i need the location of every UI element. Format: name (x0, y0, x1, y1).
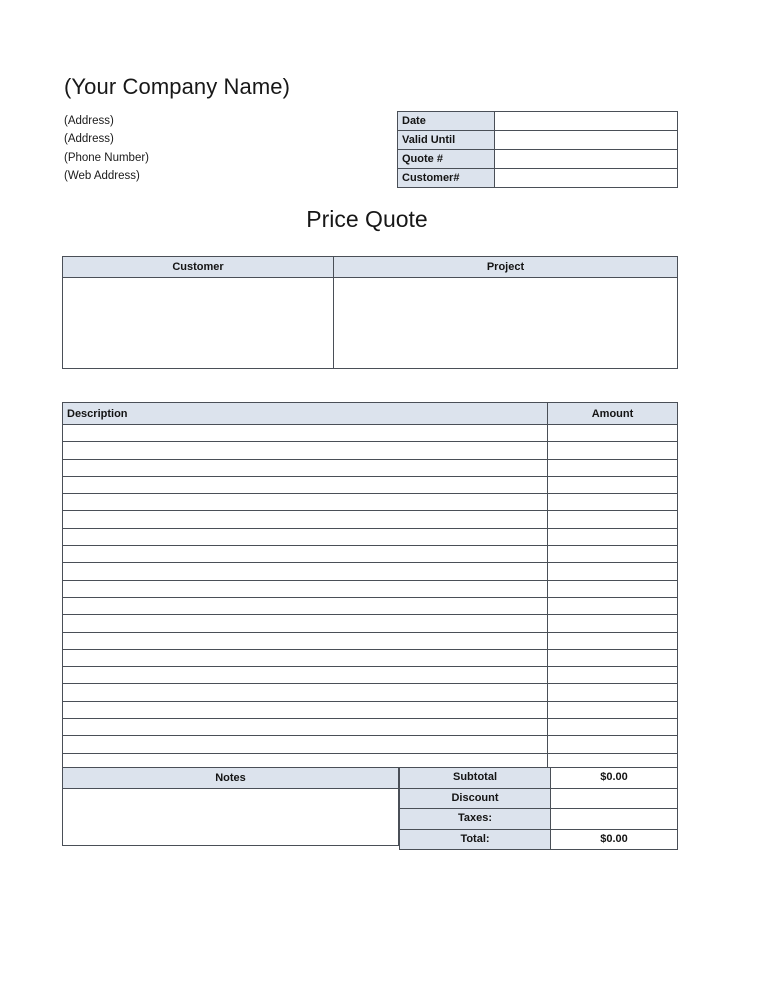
company-web-line: (Web Address) (64, 169, 140, 182)
table-row (400, 768, 678, 789)
description-column-header: Description (63, 403, 548, 425)
table-row (63, 597, 678, 614)
notes-table (62, 767, 399, 846)
company-address-line: (Address) (64, 115, 114, 127)
table-row (63, 459, 678, 476)
table-row (63, 736, 678, 753)
table-row (63, 580, 678, 597)
table-row (63, 442, 678, 459)
company-address-block (64, 112, 149, 185)
customer-details-field[interactable] (63, 278, 334, 369)
line-item-amount[interactable] (548, 528, 678, 545)
line-item-amount[interactable] (548, 459, 678, 476)
project-column-header: Project (334, 257, 678, 278)
line-item-description[interactable] (63, 719, 548, 736)
line-item-description[interactable] (63, 425, 548, 442)
table-row (398, 112, 678, 131)
company-address-line: (Address) (64, 133, 114, 146)
line-item-description[interactable] (63, 632, 548, 649)
line-item-amount[interactable] (548, 719, 678, 736)
customer-project-table (62, 256, 678, 369)
line-item-amount[interactable] (548, 476, 678, 493)
line-item-amount[interactable] (548, 632, 678, 649)
notes-column-header: Notes (63, 768, 399, 789)
line-item-description[interactable] (63, 580, 548, 597)
totals-table (399, 767, 678, 850)
subtotal-label: Subtotal (400, 768, 551, 789)
line-item-amount[interactable] (548, 736, 678, 753)
table-row (63, 615, 678, 632)
table-row (63, 476, 678, 493)
table-row (63, 667, 678, 684)
line-item-description[interactable] (63, 684, 548, 701)
table-row (398, 150, 678, 169)
table-header-row (63, 768, 399, 789)
table-row (400, 829, 678, 850)
table-row (63, 719, 678, 736)
line-item-amount[interactable] (548, 597, 678, 614)
line-item-description[interactable] (63, 442, 548, 459)
line-item-description[interactable] (63, 615, 548, 632)
table-row (63, 528, 678, 545)
line-items-table (62, 402, 678, 771)
table-row (63, 425, 678, 442)
total-label: Total: (400, 829, 551, 850)
subtotal-value: $0.00 (551, 768, 678, 789)
project-details-field[interactable] (334, 278, 678, 369)
table-header-row (63, 257, 678, 278)
table-row (63, 278, 678, 369)
table-row (400, 788, 678, 809)
meta-label-valid-until: Valid Until (398, 131, 495, 150)
table-row (398, 131, 678, 150)
line-item-amount[interactable] (548, 511, 678, 528)
line-item-description[interactable] (63, 528, 548, 545)
company-phone-line: (Phone Number) (64, 151, 150, 164)
line-item-amount[interactable] (548, 494, 678, 511)
line-item-amount[interactable] (548, 649, 678, 666)
meta-value-date[interactable] (495, 112, 678, 131)
meta-label-date: Date (398, 112, 495, 131)
notes-field[interactable] (63, 789, 399, 846)
line-item-amount[interactable] (548, 546, 678, 563)
discount-value[interactable] (551, 788, 678, 809)
line-item-description[interactable] (63, 701, 548, 718)
line-item-description[interactable] (63, 649, 548, 666)
table-row (63, 494, 678, 511)
meta-value-quote-number[interactable] (495, 150, 678, 169)
table-header-row (63, 403, 678, 425)
line-item-amount[interactable] (548, 580, 678, 597)
line-item-description[interactable] (63, 494, 548, 511)
table-row (63, 511, 678, 528)
line-item-description[interactable] (63, 563, 548, 580)
line-item-amount[interactable] (548, 701, 678, 718)
table-row (63, 684, 678, 701)
table-row (63, 701, 678, 718)
line-item-description[interactable] (63, 736, 548, 753)
line-item-description[interactable] (63, 597, 548, 614)
page-title: Price Quote (306, 206, 428, 232)
meta-label-customer-number: Customer# (398, 169, 495, 188)
line-item-description[interactable] (63, 476, 548, 493)
customer-column-header: Customer (63, 257, 334, 278)
company-name: (Your Company Name) (64, 74, 291, 99)
table-row (63, 789, 399, 846)
table-row (63, 632, 678, 649)
meta-value-valid-until[interactable] (495, 131, 678, 150)
meta-value-customer-number[interactable] (495, 169, 678, 188)
amount-column-header: Amount (548, 403, 678, 425)
table-row (400, 809, 678, 830)
table-row (63, 546, 678, 563)
line-item-amount[interactable] (548, 563, 678, 580)
taxes-label: Taxes: (400, 809, 551, 830)
table-row (63, 563, 678, 580)
quote-meta-table (397, 111, 678, 188)
line-items-body (63, 425, 678, 771)
line-item-description[interactable] (63, 511, 548, 528)
taxes-value[interactable] (551, 809, 678, 830)
line-item-amount[interactable] (548, 684, 678, 701)
line-item-amount[interactable] (548, 442, 678, 459)
table-row (63, 649, 678, 666)
line-item-amount[interactable] (548, 667, 678, 684)
meta-label-quote-number: Quote # (398, 150, 495, 169)
line-item-amount[interactable] (548, 615, 678, 632)
line-item-description[interactable] (63, 667, 548, 684)
line-item-amount[interactable] (548, 425, 678, 442)
table-row (398, 169, 678, 188)
total-value: $0.00 (551, 829, 678, 850)
line-item-description[interactable] (63, 546, 548, 563)
line-item-description[interactable] (63, 459, 548, 476)
discount-label: Discount (400, 788, 551, 809)
